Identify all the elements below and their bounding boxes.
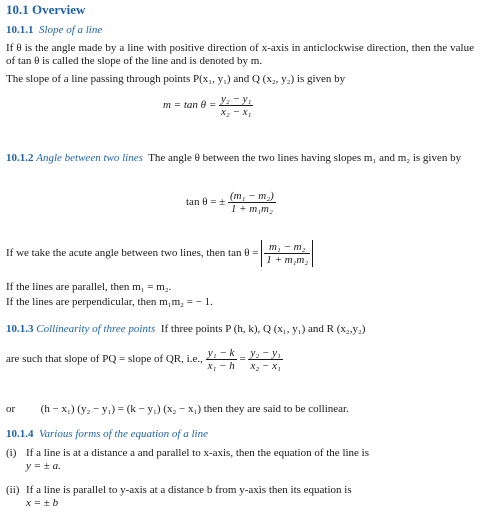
slope-formula [163,93,253,118]
subsection-heading-collinearity [6,323,155,335]
slope-pq-denominator: x₁ − h [207,360,235,372]
angle-formula-numerator: (m₁ − m₂) [229,190,274,202]
slope-qr-fraction [248,347,282,372]
subsection-number: 10.1.2 [6,152,34,164]
slope-pq-fraction [206,347,237,372]
angle-intro-text: The angle θ between the two lines having slopes m₁ and m₂ is given by [148,152,462,164]
list-item-text: If a line is at a distance a and parallel to x-axis, then the equation of the line is [26,447,370,459]
collinearity-intro-text: If three points P (h, k), Q (x₁, y₁) and R (x₂,y₂) [160,323,366,335]
list-item-text: If a line is parallel to y-axis at a distance b from y-axis then its equation is [26,484,352,496]
slope-qr-denominator: x₂ − x₁ [250,360,281,372]
collinearity-or-line [6,403,474,416]
angle-formula [186,190,276,215]
subsection-title: Angle between two lines [36,152,143,164]
collinearity-condition-text: are such that slope of PQ = slope of QR, i.e., [6,353,203,366]
acute-angle-abs-fraction [261,240,313,267]
angle-formula-lhs: tan θ = ± [186,196,226,209]
acute-angle-fraction [264,241,310,266]
perpendicular-condition: If the lines are perpendicular, then m₁m₂ = − 1. [6,296,213,308]
collinearity-condition-line [6,347,474,372]
list-item-equation: x = ± b [26,497,59,509]
parallel-condition: If the lines are parallel, then m₁ = m₂. [6,281,172,293]
subsection-title: Various forms of the equation of a line [39,428,208,440]
subsection-heading-angle [6,152,143,164]
slope-qr-numerator: y₂ − y₁ [250,347,281,359]
list-item-equation: y = ± a. [26,460,61,472]
list-item [6,447,472,473]
angle-formula-denominator: 1 + m₁m₂ [230,203,273,215]
list-marker: (ii) [6,484,20,496]
subsection-number: 10.1.4 [6,428,34,440]
slope-pq-numerator: y₁ − k [206,347,237,360]
list-item [6,484,472,510]
subsection-title: Slope of a line [39,24,103,36]
acute-angle-denominator: 1 + m₁m₂ [266,254,309,266]
subsection-number: 10.1.3 [6,323,34,335]
angle-between-lines-paragraph [6,152,474,165]
subsection-heading-forms [6,428,474,441]
or-label: or [6,403,16,415]
list-marker: (i) [6,447,17,459]
angle-formula-fraction [228,190,276,215]
subsection-title: Collinearity of three points [36,323,156,335]
slope-formula-fraction [219,93,253,118]
slope-formula-denominator: x₂ − x₁ [221,106,252,118]
slope-formula-lhs: m = tan θ = [163,99,217,112]
slope-formula-numerator: y₂ − y₁ [221,93,252,105]
collinearity-equation: (h − x₁) (y₂ − y₁) = (k − y₁) (x₂ − x₁) then they are said to be collinear. [40,403,349,415]
subsection-number: 10.1.1 [6,24,34,36]
slope-definition-paragraph: If θ is the angle made by a line with positive direction of x-axis in anticlockwise direction, then the value of tan θ is called the slope of the line and is denoted by m. [6,42,474,67]
acute-angle-text: If we take the acute angle between two lines, then tan θ = [6,247,259,260]
acute-angle-line [6,240,474,267]
acute-angle-numerator: m₁ − m₂ [264,241,310,254]
equals-sign: = [239,353,246,366]
section-heading: 10.1 Overview [6,2,86,17]
subsection-heading-slope [6,24,474,37]
slope-two-points-paragraph: The slope of a line passing through points P(x₁, y₁) and Q (x₂, y₂) is given by [6,73,346,85]
collinearity-paragraph [6,323,474,336]
